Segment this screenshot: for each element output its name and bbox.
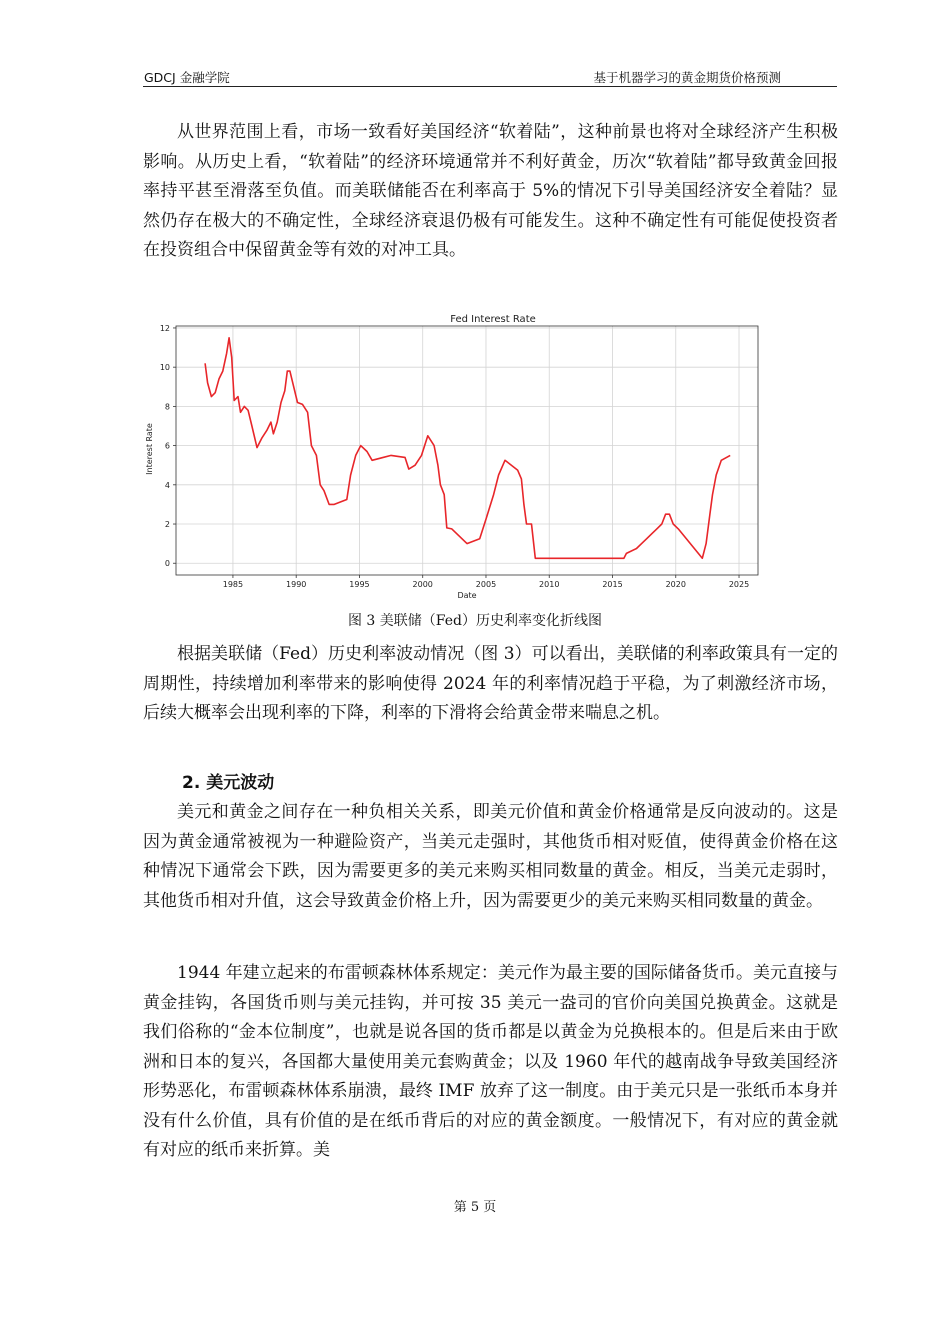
x-tick-label: 2025 <box>728 580 750 589</box>
y-tick-label: 12 <box>159 323 170 333</box>
header-institute: GDCJ 金融学院 <box>144 70 230 85</box>
x-tick-label: 2010 <box>539 580 560 589</box>
paragraph-fed-analysis: 根据美联储（Fed）历史利率波动情况（图 3）可以看出，美联储的利率政策具有一定的周期性，持续增加利率带来的影响使得 2024 年的利率情况趋于平稳，为了刺激经济市场，后续大概率会出现利率的下降，利率的下滑将会给黄金带来喘息之机。 <box>143 644 838 723</box>
x-axis-label: Date <box>457 591 477 600</box>
figure-caption: 图 3 美联储（Fed）历史利率变化折线图 <box>347 613 602 629</box>
fed-interest-rate-chart <box>141 309 767 601</box>
x-tick-label: 2015 <box>602 580 623 589</box>
y-tick-label: 2 <box>164 520 170 530</box>
y-axis-label: Interest Rate <box>145 423 154 475</box>
y-tick-label: 4 <box>164 480 170 490</box>
x-tick-label: 1985 <box>222 580 244 589</box>
section-heading: 2. 美元波动 <box>182 773 275 793</box>
y-tick-label: 0 <box>164 559 170 569</box>
x-tick-label: 2020 <box>665 580 686 589</box>
paragraph-dollar-gold: 美元和黄金之间存在一种负相关关系，即美元价值和黄金价格通常是反向波动的。这是因为黄金通常被视为一种避险资产，当美元走强时，其他货币相对贬值，使得黄金价格在这种情况下通常会下跌，因为需要更多的美元来购买相同数量的黄金。相反，当美元走弱时，其他货币相对升值，这会导致黄金价格上升，因为需要更少的美元来购买相同数量的黄金。 <box>143 802 838 911</box>
page-number: 第 5 页 <box>453 1200 497 1215</box>
header-title: 基于机器学习的黄金期货价格预测 <box>593 70 781 85</box>
x-tick-label: 1990 <box>286 580 307 589</box>
page-header <box>143 68 837 87</box>
x-tick-label: 1995 <box>349 580 370 589</box>
x-tick-label: 2005 <box>475 580 497 589</box>
chart-title: Fed Interest Rate <box>450 314 536 325</box>
y-tick-label: 10 <box>159 363 170 373</box>
y-tick-label: 8 <box>164 402 170 412</box>
paragraph-soft-landing: 从世界范围上看，市场一致看好美国经济“软着陆”，这种前景也将对全球经济产生积极影响。从历史上看，“软着陆”的经济环境通常并不利好黄金，历次“软着陆”都导致黄金回报率持平甚至滑落至负值。而美联储能否在利率高于 5%的情况下引导美国经济安全着陆？显然仍存在极大的不确定性，全球经济衰退仍极有可能发生。这种不确定性有可能促使投资者在投资组合中保留黄金等有效的对冲工具。 <box>143 122 838 260</box>
paragraph-bretton-woods: 1944 年建立起来的布雷顿森林体系规定：美元作为最主要的国际储备货币。美元直接与黄金挂钩，各国货币则与美元挂钩，并可按 35 美元一盎司的官价向美国兑换黄金。这就是我们俗称的“金本位制度”，也就是说各国的货币都是以黄金为兑换根本的。但是后来由于欧洲和日本的复兴，各国都大量使用美元套购黄金；以及 1960 年代的越南战争导致美国经济形势恶化，布雷顿森林体系崩溃，最终 IMF 放弃了这一制度。由于美元只是一张纸币本身并没有什么价值，具有价值的是在纸币背后的对应的黄金额度。一般情况下，有对应的黄金就有对应的纸币来折算。美 <box>143 963 838 1160</box>
y-tick-label: 6 <box>164 441 170 451</box>
x-tick-label: 2000 <box>412 580 433 589</box>
